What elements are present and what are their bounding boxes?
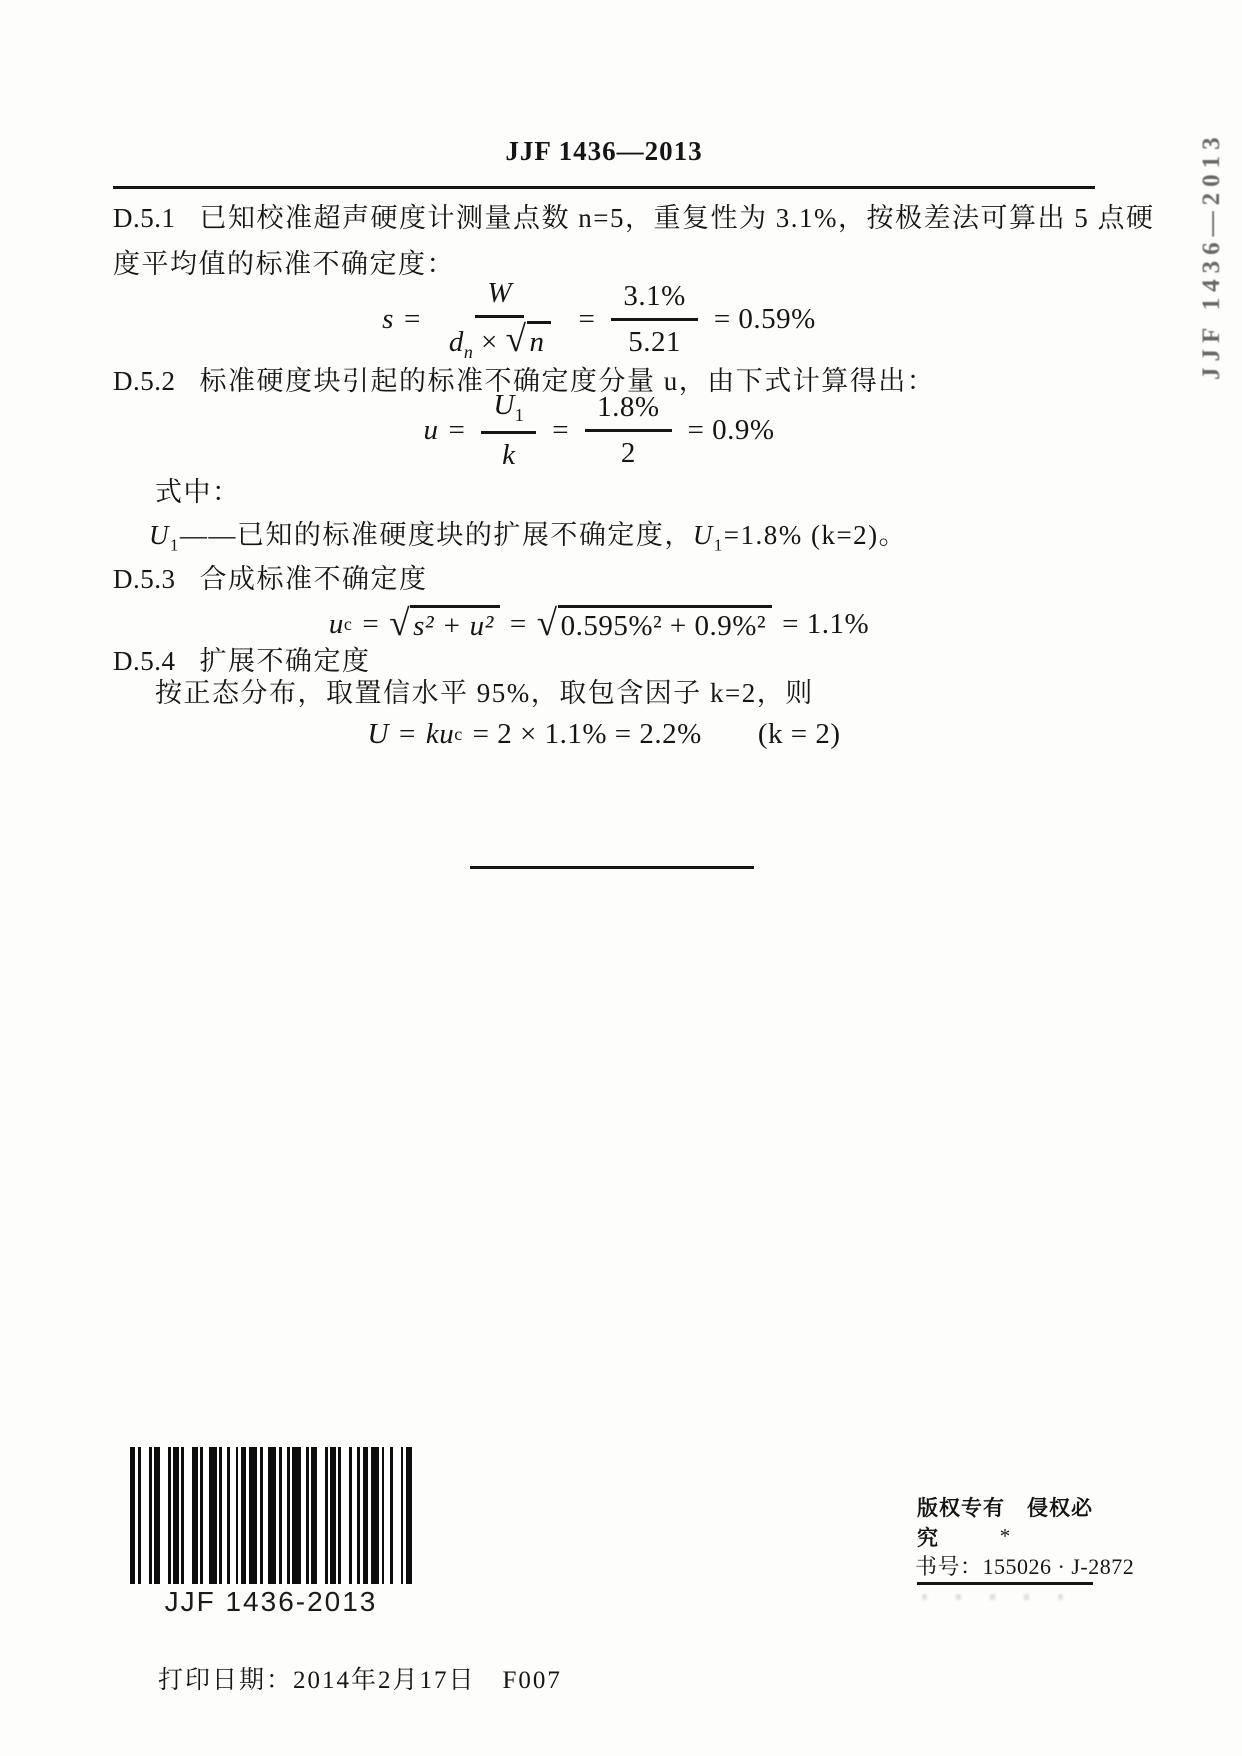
barcode-space xyxy=(184,1447,192,1584)
var-U-sub: 1 xyxy=(713,535,724,555)
var-d-sub: n xyxy=(463,341,474,362)
barcode-bar xyxy=(249,1447,257,1584)
formula-u-lhs: u xyxy=(423,413,439,446)
var-u-sub: c xyxy=(343,613,353,634)
section-d54-text: 扩展不确定度 xyxy=(199,646,371,676)
fraction-denominator: k xyxy=(502,438,516,471)
fraction-numerator: W xyxy=(475,276,524,318)
formula-U-lhs: U xyxy=(367,717,389,750)
var-u: u xyxy=(328,607,344,640)
scan-smudge xyxy=(922,1594,1090,1600)
var-U: U xyxy=(493,389,515,422)
section-d53-text: 合成标准不确定度 xyxy=(199,564,428,594)
section-d54-body xyxy=(113,678,1137,709)
formula-u xyxy=(113,389,1095,471)
fraction xyxy=(585,390,671,470)
section-d51-text: 已知校准超声硬度计测量点数 n=5，重复性为 3.1%，按极差法可算出 5 点硬 xyxy=(199,203,1155,233)
section-d51-line2 xyxy=(113,249,1095,280)
barcode-bar xyxy=(268,1447,276,1584)
book-number: 书号：155026 · J-2872 xyxy=(915,1554,1135,1579)
var-u-sub: c xyxy=(454,723,463,744)
radical-sign: √ xyxy=(505,318,527,360)
colophon-rule xyxy=(917,1582,1093,1585)
barcode-space xyxy=(341,1447,349,1584)
barcode xyxy=(130,1447,412,1584)
fraction-numerator: 1.8% xyxy=(585,390,671,432)
barcode-bar xyxy=(371,1447,379,1584)
barcode-space xyxy=(160,1447,168,1584)
fraction-denominator xyxy=(437,318,563,363)
formula-U-k-note: (k = 2) xyxy=(757,717,841,750)
times-sign: × xyxy=(473,325,506,358)
equals-sign: = xyxy=(552,413,570,446)
equals-sign: = xyxy=(362,607,380,640)
section-d51-line1 xyxy=(113,203,1155,234)
print-date-line: 打印日期：2014年2月17日 F007 xyxy=(158,1667,562,1694)
var-U-sub: 1 xyxy=(514,404,525,425)
section-divider-rule xyxy=(470,866,754,869)
fraction xyxy=(481,388,536,472)
formula-uc-result: = 1.1% xyxy=(782,607,870,640)
copyright-notice: 版权专有 侵权必究 xyxy=(917,1496,1093,1550)
section-d51-label: D.5.1 xyxy=(113,203,176,233)
formula-u-result: = 0.9% xyxy=(687,413,775,446)
barcode-label: JJF 1436-2013 xyxy=(164,1586,378,1617)
where-u1-value: =1.8% (k=2)。 xyxy=(723,520,908,550)
equals-sign: = xyxy=(448,413,466,446)
barcode-bar xyxy=(406,1447,411,1584)
where-label-text: 式中： xyxy=(155,477,241,507)
section-d54-body-text: 按正态分布，取置信水平 95%，取包含因子 k=2，则 xyxy=(155,678,814,708)
section-d51-text2: 度平均值的标准不确定度： xyxy=(113,249,455,279)
equals-sign: = xyxy=(578,302,596,335)
barcode-space xyxy=(141,1447,149,1584)
var-U-sub: 1 xyxy=(170,535,180,555)
where-u1-line xyxy=(113,520,1131,555)
radicand: 0.595%² + 0.9%² xyxy=(558,605,773,643)
header-rule xyxy=(113,186,1095,189)
section-d52-label: D.5.2 xyxy=(113,366,176,396)
section-d53-label: D.5.3 xyxy=(113,564,176,594)
equals-sign: = xyxy=(403,302,421,335)
section-d54-label: D.5.4 xyxy=(113,646,176,676)
asterisk-separator: * xyxy=(999,1524,1011,1548)
barcode-bar xyxy=(292,1447,300,1584)
var-d: d xyxy=(448,325,464,358)
where-u1-desc: ——已知的标准硬度块的扩展不确定度， xyxy=(179,520,693,550)
radicand: n xyxy=(527,321,551,358)
section-d54 xyxy=(113,646,1095,677)
barcode-space xyxy=(317,1447,325,1584)
var-U: U xyxy=(692,520,714,550)
radical-sign: √ xyxy=(389,603,411,645)
fraction xyxy=(437,276,563,363)
radical-sign: √ xyxy=(536,603,558,645)
where-label xyxy=(113,477,1137,508)
formula-s xyxy=(113,276,1095,362)
formula-U-result: = 2 × 1.1% = 2.2% xyxy=(472,717,702,750)
fraction-denominator: 5.21 xyxy=(628,326,681,358)
fraction-numerator: 3.1% xyxy=(611,279,697,321)
spine-text: JJF 1436—2013 xyxy=(1198,131,1225,380)
fraction-denominator: 2 xyxy=(620,437,636,469)
formula-s-lhs: s xyxy=(382,302,394,335)
fraction xyxy=(611,279,697,359)
barcode-space xyxy=(393,1447,401,1584)
formula-s-result: = 0.59% xyxy=(713,302,816,335)
formula-U xyxy=(113,712,1095,756)
section-d52-text: 标准硬度块引起的标准不确定度分量 u，由下式计算得出： xyxy=(199,366,936,396)
equals-sign: = xyxy=(509,607,527,640)
var-k: k xyxy=(425,717,440,750)
var-U: U xyxy=(149,520,170,550)
equals-sign: = xyxy=(398,717,416,750)
section-d53 xyxy=(113,564,1095,595)
barcode-bar xyxy=(209,1447,217,1584)
radicand: s² + u² xyxy=(410,605,500,643)
var-u: u xyxy=(439,717,455,750)
fraction-numerator xyxy=(481,388,536,434)
formula-uc xyxy=(113,600,1095,648)
page-title: JJF 1436—2013 xyxy=(505,136,703,166)
